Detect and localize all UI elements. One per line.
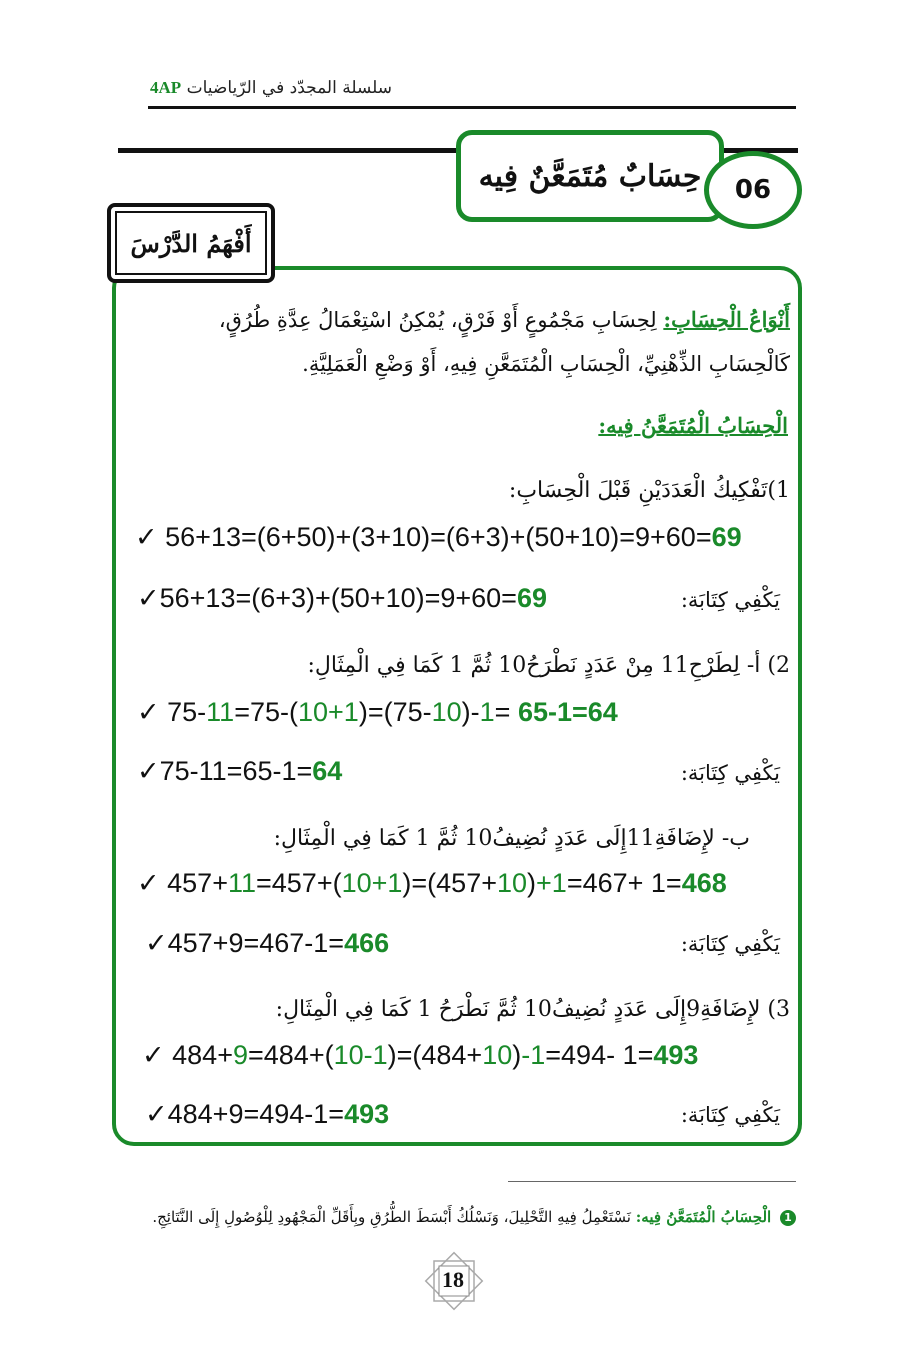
equation-text: 56+13=(6+50)+(3+10)=(6+3)+(50+10)=9+60=	[165, 522, 712, 552]
step-2a-short-equation	[137, 756, 342, 787]
eq-part: 457+	[167, 868, 228, 898]
eq-part: 484+	[172, 1040, 233, 1070]
lesson-number-badge: 06	[704, 151, 802, 229]
equation-result: 64	[312, 756, 343, 786]
step-2b-full-equation	[137, 868, 727, 899]
step-3-short-equation	[145, 1099, 389, 1130]
eq-part: 11	[206, 697, 235, 727]
check-mark-icon: ✓	[145, 1099, 168, 1129]
intro-term: أَنْوَاعُ الْحِسَابِ:	[663, 307, 790, 332]
eq-part: =457+(	[256, 868, 342, 898]
enough-label: يَكْفِي كِتَابَة:	[680, 932, 780, 956]
step-1-short-equation	[137, 583, 547, 614]
eq-part: 10	[431, 697, 462, 727]
step-2b-label: ب- لإِضَافَةِ11إِلَى عَدَدٍ نُضِيفُ10 ثُمَّ 1 كَمَا فِي الْمِثَالِ:	[273, 826, 750, 851]
check-mark-icon: ✓	[142, 1040, 165, 1070]
eq-part: )=(484+	[387, 1040, 483, 1070]
equation-result: 466	[344, 928, 390, 958]
series-prefix: سلسلة المجدّد في الرّياضيات	[186, 78, 393, 98]
equation-result: 69	[711, 522, 742, 552]
intro-paragraph	[150, 298, 790, 386]
equation-text: 457+9=467-1=	[167, 928, 345, 958]
intro-line-1	[150, 298, 790, 342]
step-1-full-equation	[135, 522, 742, 553]
page-number: 18	[442, 1267, 464, 1292]
check-mark-icon: ✓	[137, 756, 160, 786]
eq-part: =484+(	[248, 1040, 334, 1070]
equation-result: 493	[653, 1040, 699, 1070]
equation-text: 484+9=494-1=	[167, 1099, 345, 1129]
step-2a-label: 2) أ- لِطَرْحِ11 مِنْ عَدَدٍ نَطْرَحُ10 ثُمَّ 1 كَمَا فِي الْمِثَالِ:	[307, 653, 790, 678]
step-3-full-equation	[142, 1040, 698, 1071]
eq-part: 10+1	[298, 697, 359, 727]
lesson-title: حِسَابٌ مُتَمَعَّنٌ فِيه	[456, 130, 724, 222]
enough-label: يَكْفِي كِتَابَة:	[680, 761, 780, 785]
eq-part: =	[494, 697, 518, 727]
equation-result: 493	[344, 1099, 390, 1129]
eq-part: 9	[232, 1040, 248, 1070]
check-mark-icon: ✓	[137, 583, 160, 613]
eq-part: -1	[521, 1040, 546, 1070]
sub-heading	[440, 413, 788, 438]
footnote-term: الْحِسَابُ الْمُتَمَعَّنُ فِيه:	[635, 1208, 772, 1226]
eq-part: )	[527, 868, 537, 898]
eq-part: 10+1	[341, 868, 403, 898]
sub-heading-text: الْحِسَابُ الْمُتَمَعَّنُ فِيه:	[598, 413, 788, 438]
intro-line-1-text: لِحِسَابِ مَجْمُوعٍ أَوْ فَرْقٍ، يُمْكِنُ اسْتِعْمَالُ عِدَّةِ طُرُقٍ،	[218, 308, 657, 332]
eq-part: )	[512, 1040, 522, 1070]
check-mark-icon: ✓	[135, 522, 158, 552]
eq-part: 10	[482, 1040, 513, 1070]
step-1-label: 1)تَفْكِيكُ الْعَدَدَيْنِ قَبْلَ الْحِسَابِ:	[508, 478, 790, 503]
footnote-rule	[508, 1181, 796, 1182]
eq-part: 11	[227, 868, 256, 898]
equation-text: 56+13=(6+3)+(50+10)=9+60=	[159, 583, 517, 613]
eq-part: )-	[461, 697, 480, 727]
intro-line-2: كَالْحِسَابِ الذِّهْنِيِّ، الْحِسَابِ الْمُتَمَعَّنِ فِيهِ، أَوْ وَضْعِ الْعَمَلِيَّةِ.	[302, 352, 790, 376]
footnote-bullet-icon: 1	[780, 1210, 796, 1226]
eq-part: +1	[536, 868, 567, 898]
step-3-label: 3) لإِضَافَةِ9إِلَى عَدَدٍ نُضِيفُ10 ثُمَّ نَطْرَحُ 1 كَمَا فِي الْمِثَالِ:	[275, 997, 790, 1022]
header-rule	[148, 106, 796, 109]
equation-result: 69	[516, 583, 547, 613]
step-2a-full-equation	[137, 697, 618, 728]
section-tag: أَفْهَمُ الدَّرْسَ	[107, 203, 275, 283]
eq-part: )=(457+	[402, 868, 497, 898]
enough-label: يَكْفِي كِتَابَة:	[680, 1103, 780, 1127]
series-title	[150, 78, 610, 98]
equation-text: 75-11=65-1=	[159, 756, 313, 786]
equation-result: 468	[681, 868, 727, 898]
eq-part: =494- 1=	[545, 1040, 654, 1070]
eq-part: 10-1	[333, 1040, 388, 1070]
series-level: 4AP	[150, 78, 182, 97]
eq-part: )=(75-	[358, 697, 432, 727]
equation-result: 65-1=64	[517, 697, 618, 727]
check-mark-icon: ✓	[145, 928, 168, 958]
eq-part: =467+ 1=	[566, 868, 682, 898]
enough-label: يَكْفِي كِتَابَة:	[680, 588, 780, 612]
eq-part: =75-(	[234, 697, 298, 727]
footnote-text: نَسْتَعْمِلُ فِيهِ التَّحْلِيلَ، وَنَسْلُكُ أَبْسَطَ الطُّرُقِ وبِأَقَلِّ الْمَجْهُودِ لِلْوُصُولِ إِلَى النَّتَائِجِ.	[152, 1208, 631, 1226]
step-2b-short-equation	[145, 928, 389, 959]
footnote	[140, 1208, 796, 1226]
check-mark-icon: ✓	[137, 697, 160, 727]
eq-part: 10	[496, 868, 528, 898]
eq-part: 75-	[167, 697, 207, 727]
eq-part: 1	[479, 697, 495, 727]
check-mark-icon: ✓	[137, 868, 160, 898]
